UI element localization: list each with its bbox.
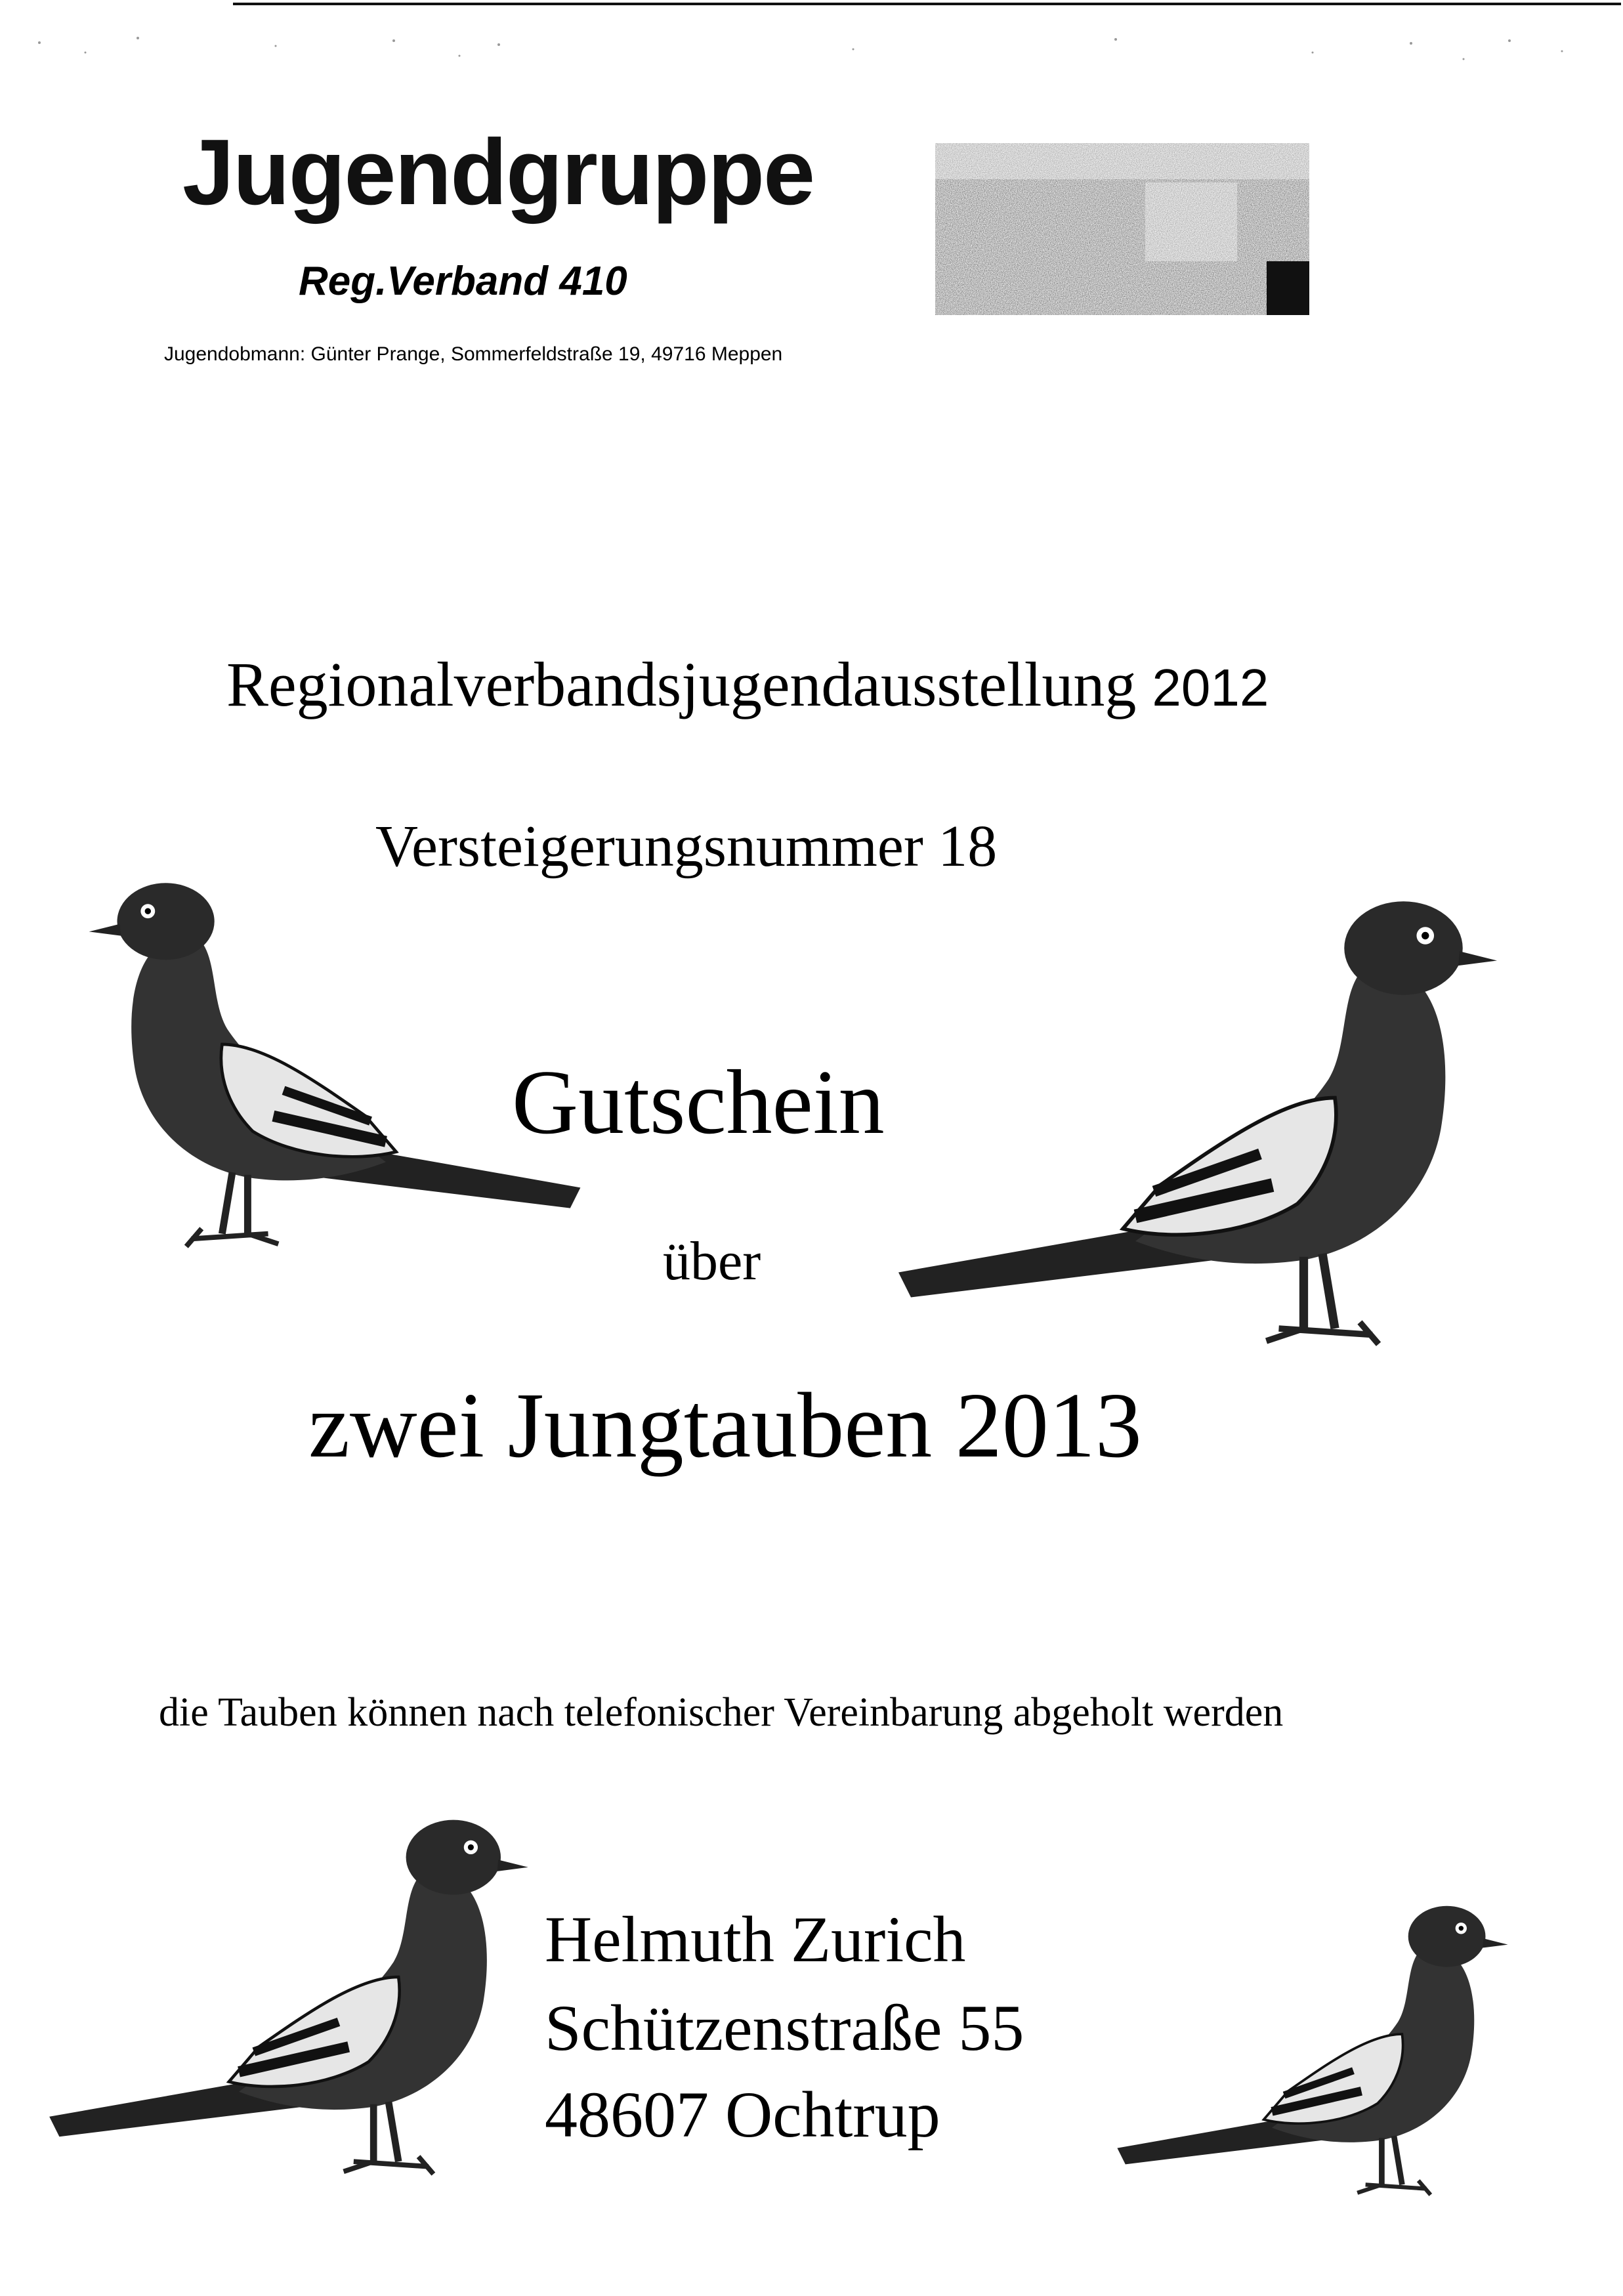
pigeon-icon	[79, 873, 591, 1267]
voucher-heading: Gutschein	[512, 1052, 885, 1153]
pigeon-icon	[886, 860, 1509, 1398]
photo-image	[935, 143, 1309, 315]
voucher-item: zwei Jungtauben 2013	[308, 1373, 1142, 1477]
contact-line: Jugendobmann: Günter Prange, Sommerfeldstraße 19, 49716 Meppen	[164, 343, 783, 365]
event-year: 2012	[1152, 658, 1269, 717]
pigeon-icon	[1109, 1871, 1516, 2238]
logo-subtitle: Reg.Verband 410	[299, 259, 627, 304]
preposition-text: über	[663, 1231, 761, 1292]
address-street: Schützenstraße 55	[545, 1991, 1024, 2064]
address-name: Helmuth Zurich	[545, 1903, 966, 1976]
pigeon-icon	[39, 1766, 538, 2238]
event-title	[226, 649, 1269, 719]
scan-border-line	[233, 3, 1621, 5]
logo-title: Jugendgruppe	[182, 120, 814, 224]
event-title-text: Regionalverbandsjugendausstellung	[226, 649, 1137, 719]
pickup-note: die Tauben können nach telefonischer Vereinbarung abgeholt werden	[159, 1690, 1284, 1735]
address-city: 48607 Ochtrup	[545, 2078, 940, 2151]
scan-noise	[0, 26, 1623, 72]
auction-number: Versteigerungsnummer 18	[375, 814, 998, 879]
